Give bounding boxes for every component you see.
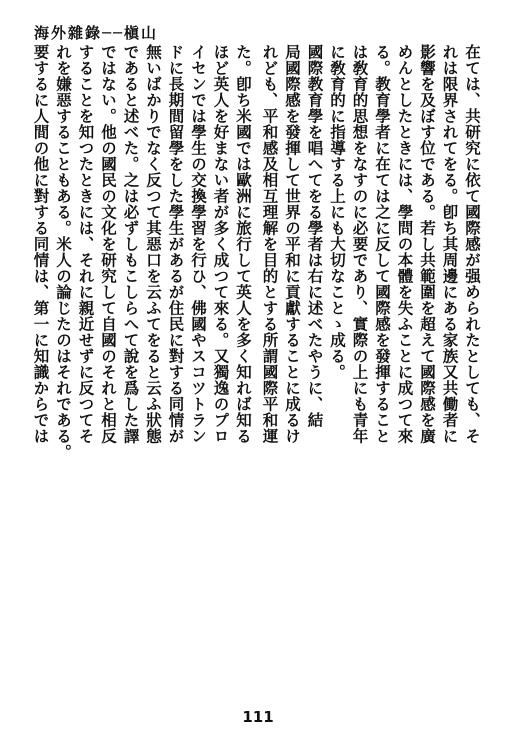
text-line: に敎育的に指導する上にも大切なことゝ成る。 bbox=[328, 44, 347, 380]
text-line: は敎育的思想をなすのに必要であり、實際の上にも青年 bbox=[350, 44, 370, 444]
text-line: た。卽ち米國では歐洲に旅行して英人を多く知れば知る bbox=[234, 44, 253, 444]
text-line: る。教育學者に在ては之に反して國際感を發揮すること bbox=[373, 44, 392, 444]
text-line: ドに長期間留學をした學生があるが住民に對する同情が bbox=[166, 44, 186, 444]
text-line: イセンでは學生の交換學習を行ひ、佛國やスコツトラン bbox=[189, 44, 208, 444]
text-line: であると述べた。之は必ずしもこしらへて說を爲した譯 bbox=[121, 44, 141, 444]
running-header: 海外雜錄──槇山 bbox=[34, 24, 159, 42]
text-column-left bbox=[29, 44, 254, 692]
text-line: 在ては、共研究に依て國際感が强められたとしても、そ bbox=[463, 44, 482, 444]
text-line: することを知つたときには、それに親近せずに反つてそ bbox=[76, 44, 96, 444]
text-line: 無いばかりでなく反つて其惡口を云ふてをると云ふ狀態 bbox=[144, 44, 163, 444]
text-line: めんとしたときには、學問の本體を失ふことに成つて來 bbox=[395, 44, 415, 444]
text-line: 國際教育學を唱へてをる學者は右に述べたやうに、結 bbox=[305, 44, 325, 428]
text-line: れども、平和感及相互理解を目的とする所謂國際平和運 bbox=[260, 44, 280, 444]
text-line: 局國際感を發揮して世界の平和に貢獻することに成るけ bbox=[283, 44, 302, 444]
page-number: 111 bbox=[242, 708, 274, 726]
text-line: れを嫌惡することもある。米人の論じたのはそれである。 bbox=[54, 44, 73, 460]
text-line: ではない。他の國民の文化を研究して自國のそれと相反 bbox=[99, 44, 118, 444]
text-line: 影響を及ぼす位である。若し共範圍を超えて國際感を廣 bbox=[418, 44, 437, 444]
text-line: 要するに人間の他に對する同情は、第一に知識からでは bbox=[31, 44, 51, 444]
text-line: れは限界されてをる。卽ち其周邊にある家族又共働者に bbox=[440, 44, 460, 444]
text-line: ほど英人を好まない者が多く成つて來る。又獨逸のプロ bbox=[211, 44, 231, 444]
text-column-right bbox=[258, 44, 483, 692]
